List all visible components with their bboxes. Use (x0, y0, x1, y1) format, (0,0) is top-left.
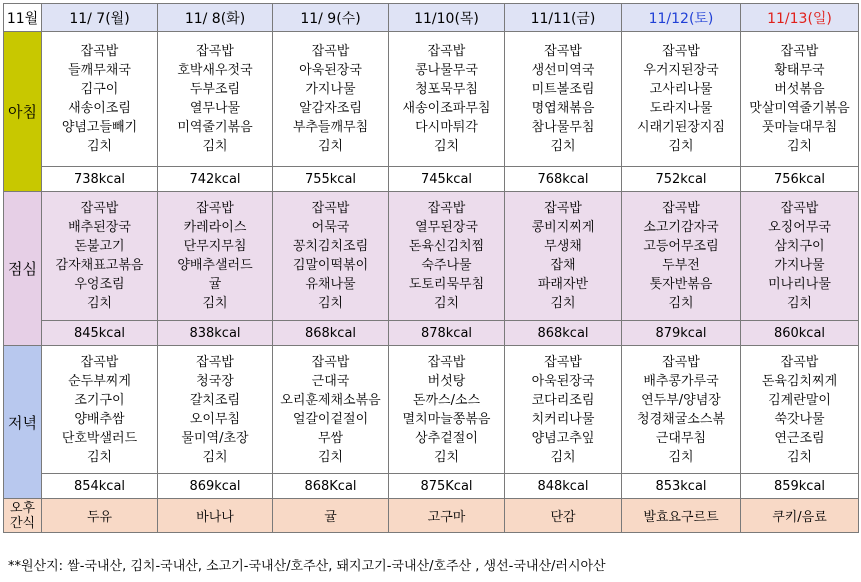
menu-item: 김구이 (80, 82, 119, 97)
menu-item: 청국장 (196, 373, 234, 389)
snack-label (4, 499, 42, 533)
menu-item: 잡곡밥 (544, 201, 582, 216)
meal-label-lunch: 점심 (4, 192, 42, 346)
kcal-value: 745kcal (389, 167, 505, 192)
menu-item: 돈불고기 (74, 239, 125, 254)
menu-item: 잡곡밥 (80, 44, 119, 59)
menu-item: 가지나물 (774, 258, 825, 273)
menu-item: 숙주나물 (421, 258, 472, 273)
kcal-value: 768kcal (505, 167, 622, 192)
snack-item: 단감 (505, 499, 622, 533)
menu-item: 김치 (86, 296, 113, 311)
menu-item: 카레라이스 (183, 220, 247, 235)
snack-item: 귤 (273, 499, 389, 533)
snack-item: 고구마 (389, 499, 505, 533)
menu-item: 갈치조림 (189, 392, 241, 408)
menu-item: 근대무침 (655, 430, 707, 446)
day-header: 11/10(목) (389, 4, 505, 32)
menu-item: 김치 (86, 139, 113, 154)
menu-item: 가지나물 (305, 82, 356, 97)
meal-row-breakfast (4, 32, 859, 167)
menu-item: 무쌈 (317, 430, 344, 446)
snack-label-line: 간식 (9, 515, 36, 531)
menu-item: 청포묵무침 (415, 82, 478, 97)
menu-item: 얼갈이겉절이 (292, 411, 369, 427)
menu-item: 잡곡밥 (311, 44, 350, 59)
snack-item: 쿠키/음료 (741, 499, 859, 533)
menu-item: 미트볼조림 (531, 82, 595, 97)
snack-row (4, 499, 859, 533)
menu-item: 오징어무국 (768, 220, 831, 235)
menu-cell (42, 192, 158, 321)
menu-item: 고등어무조림 (643, 239, 719, 254)
meal-label-dinner: 저녁 (4, 346, 42, 499)
menu-item: 아욱된장국 (299, 63, 362, 78)
menu-item: 김치 (786, 139, 813, 154)
menu-item: 단호박샐러드 (61, 430, 138, 446)
menu-item: 순두부찌게 (68, 373, 131, 389)
menu-item: 잡곡밥 (780, 354, 819, 370)
menu-item: 잡곡밥 (780, 201, 819, 216)
menu-item: 알감자조림 (299, 101, 362, 116)
menu-item: 새송이조파무침 (402, 101, 491, 116)
snack-item: 두유 (42, 499, 158, 533)
menu-item: 두부전 (662, 258, 700, 273)
kcal-value: 879kcal (622, 321, 741, 346)
day-header: 11/11(금) (505, 4, 622, 32)
menu-item: 잡곡밥 (427, 201, 466, 216)
menu-item: 감자채표고볶음 (55, 258, 144, 273)
menu-item: 김치 (86, 449, 113, 465)
menu-item: 쑥갓나물 (774, 411, 825, 427)
menu-item: 김치 (317, 449, 344, 465)
menu-item: 두부조림 (189, 82, 241, 97)
menu-item: 코다리조림 (531, 392, 595, 408)
menu-cell (389, 346, 505, 474)
menu-item: 김치 (550, 296, 576, 311)
menu-item: 버섯탕 (427, 373, 466, 389)
menu-item: 잡곡밥 (427, 44, 466, 59)
menu-item: 꽁치김치조림 (292, 239, 369, 254)
menu-item: 풋마늘대무침 (761, 120, 838, 135)
menu-item: 배추콩가루국 (643, 373, 719, 389)
menu-cell (505, 192, 622, 321)
kcal-value: 875Kcal (389, 474, 505, 499)
menu-item: 잡곡밥 (662, 201, 700, 216)
menu-item: 김치 (433, 449, 460, 465)
menu-item: 김치 (668, 139, 694, 154)
kcal-value: 853kcal (622, 474, 741, 499)
menu-cell (158, 192, 273, 321)
menu-item: 단무지무침 (183, 239, 247, 254)
menu-item: 열무나물 (189, 101, 241, 116)
menu-cell (273, 346, 389, 474)
kcal-value: 838kcal (158, 321, 273, 346)
menu-item: 김치 (668, 449, 694, 465)
kcal-value: 868kcal (505, 321, 622, 346)
menu-item: 멸치마늘쫑볶음 (402, 411, 491, 427)
menu-item: 양배추샐러드 (177, 258, 253, 273)
menu-item: 돈육신김치찜 (408, 239, 485, 254)
menu-item: 김치 (202, 139, 228, 154)
menu-item: 김치 (550, 449, 576, 465)
menu-cell (389, 32, 505, 167)
menu-item: 생선미역국 (531, 63, 595, 78)
menu-item: 잡곡밥 (196, 354, 234, 370)
menu-item: 김치 (786, 296, 813, 311)
menu-item: 귤 (208, 277, 222, 292)
menu-item: 우거지된장국 (643, 63, 719, 78)
menu-item: 새송이조림 (68, 101, 131, 116)
menu-item: 도라지나물 (649, 101, 713, 116)
menu-item: 조기구이 (74, 392, 125, 408)
menu-item: 호박새우젓국 (177, 63, 253, 78)
menu-item: 양념고들빼기 (61, 120, 138, 135)
menu-item: 미역줄기볶음 (177, 120, 253, 135)
meal-row-lunch (4, 192, 859, 321)
menu-item: 명엽채볶음 (531, 101, 595, 116)
menu-cell (741, 32, 859, 167)
menu-item: 김치 (202, 449, 228, 465)
menu-item: 김계란말이 (768, 392, 831, 408)
menu-item: 양념고추잎 (531, 430, 595, 446)
menu-item: 무생채 (544, 239, 582, 254)
menu-item: 황태무국 (774, 63, 825, 78)
menu-item: 잡곡밥 (780, 44, 819, 59)
menu-item: 근대국 (311, 373, 350, 389)
menu-item: 물미역/초장 (181, 430, 249, 446)
menu-cell (273, 32, 389, 167)
menu-item: 버섯볶음 (774, 82, 825, 97)
snack-label-line: 오후 (9, 500, 36, 516)
menu-item: 오이무침 (189, 411, 241, 427)
day-header: 11/12(토) (622, 4, 741, 32)
menu-item: 부추들깨무침 (292, 120, 369, 135)
kcal-value: 859kcal (741, 474, 859, 499)
menu-cell (622, 32, 741, 167)
menu-item: 잡곡밥 (662, 44, 700, 59)
menu-item: 어묵국 (311, 220, 350, 235)
menu-cell (741, 192, 859, 321)
menu-item: 시래기된장지짐 (637, 120, 725, 135)
kcal-row-lunch (4, 321, 859, 346)
kcal-value: 752kcal (622, 167, 741, 192)
menu-item: 톳자반볶음 (649, 277, 713, 292)
menu-item: 김치 (317, 139, 344, 154)
menu-item: 연근조림 (774, 430, 825, 446)
menu-cell (622, 346, 741, 474)
menu-item: 아욱된장국 (531, 373, 595, 389)
menu-cell (389, 192, 505, 321)
day-header: 11/ 9(수) (273, 4, 389, 32)
menu-item: 김치 (433, 296, 460, 311)
meal-label-breakfast: 아침 (4, 32, 42, 192)
menu-item: 김치 (433, 139, 460, 154)
kcal-value: 738kcal (42, 167, 158, 192)
day-header: 11/ 8(화) (158, 4, 273, 32)
menu-cell (158, 346, 273, 474)
menu-item: 맛살미역줄기볶음 (749, 101, 850, 116)
day-header: 11/13(일) (741, 4, 859, 32)
menu-item: 김치 (317, 296, 344, 311)
menu-item: 잡곡밥 (311, 201, 350, 216)
menu-item: 잡곡밥 (311, 354, 350, 370)
menu-item: 배추된장국 (68, 220, 131, 235)
menu-item: 유채나물 (305, 277, 356, 292)
menu-item: 콩비지찌게 (531, 220, 595, 235)
menu-item: 들깨무채국 (68, 63, 131, 78)
menu-item: 김치 (668, 296, 694, 311)
kcal-row-breakfast (4, 167, 859, 192)
header-row (4, 4, 859, 32)
menu-item: 잡곡밥 (80, 354, 119, 370)
menu-item: 삼치구이 (774, 239, 825, 254)
kcal-row-dinner (4, 474, 859, 499)
menu-item: 콩나물무국 (415, 63, 478, 78)
menu-item: 잡곡밥 (427, 354, 466, 370)
menu-item: 잡곡밥 (544, 354, 582, 370)
snack-item: 바나나 (158, 499, 273, 533)
menu-item: 김치 (202, 296, 228, 311)
kcal-value: 845kcal (42, 321, 158, 346)
menu-item: 잡곡밥 (196, 44, 234, 59)
menu-item: 미나리나물 (768, 277, 831, 292)
meal-row-dinner (4, 346, 859, 474)
menu-item: 잡곡밥 (662, 354, 700, 370)
snack-item: 발효요구르트 (622, 499, 741, 533)
menu-item: 오리훈제채소볶음 (280, 392, 381, 408)
menu-item: 잡채 (550, 258, 576, 273)
menu-item: 연두부/양념장 (641, 392, 721, 408)
menu-item: 김치 (786, 449, 813, 465)
menu-item: 돈까스/소스 (412, 392, 481, 408)
kcal-value: 848kcal (505, 474, 622, 499)
kcal-value: 860kcal (741, 321, 859, 346)
menu-cell (741, 346, 859, 474)
kcal-value: 869kcal (158, 474, 273, 499)
menu-item: 김치 (550, 139, 576, 154)
menu-item: 소고기감자국 (643, 220, 719, 235)
menu-item: 다시마튀각 (415, 120, 478, 135)
menu-cell (273, 192, 389, 321)
menu-item: 돈육김치찌게 (761, 373, 838, 389)
origin-note: **원산지: 쌀-국내산, 김치-국내산, 소고기-국내산/호주산, 돼지고기-국내산/호주산 , 생선-국내산/러시아산 (8, 559, 606, 574)
kcal-value: 854kcal (42, 474, 158, 499)
menu-cell (505, 346, 622, 474)
menu-cell (42, 32, 158, 167)
weekly-menu-table (3, 3, 859, 533)
kcal-value: 868Kcal (273, 474, 389, 499)
kcal-value: 742kcal (158, 167, 273, 192)
menu-item: 잡곡밥 (196, 201, 234, 216)
menu-cell (158, 32, 273, 167)
day-header: 11/ 7(월) (42, 4, 158, 32)
menu-item: 열무된장국 (415, 220, 478, 235)
kcal-value: 756kcal (741, 167, 859, 192)
menu-item: 치커리나물 (531, 411, 595, 427)
menu-cell (622, 192, 741, 321)
kcal-value: 868kcal (273, 321, 389, 346)
month-label: 11월 (4, 4, 42, 32)
menu-item: 상추겉절이 (415, 430, 478, 446)
menu-item: 청경채굴소스볶 (637, 411, 725, 427)
menu-item: 참나물무침 (531, 120, 595, 135)
menu-cell (505, 32, 622, 167)
menu-item: 잡곡밥 (80, 201, 119, 216)
menu-item: 파래자반 (537, 277, 589, 292)
menu-item: 우엉조림 (74, 277, 125, 292)
menu-item: 양배추쌈 (74, 411, 125, 427)
menu-item: 김말이떡볶이 (292, 258, 369, 273)
menu-item: 도토리묵무침 (408, 277, 485, 292)
menu-item: 고사리나물 (649, 82, 713, 97)
menu-item: 잡곡밥 (544, 44, 582, 59)
kcal-value: 755kcal (273, 167, 389, 192)
kcal-value: 878kcal (389, 321, 505, 346)
menu-cell (42, 346, 158, 474)
